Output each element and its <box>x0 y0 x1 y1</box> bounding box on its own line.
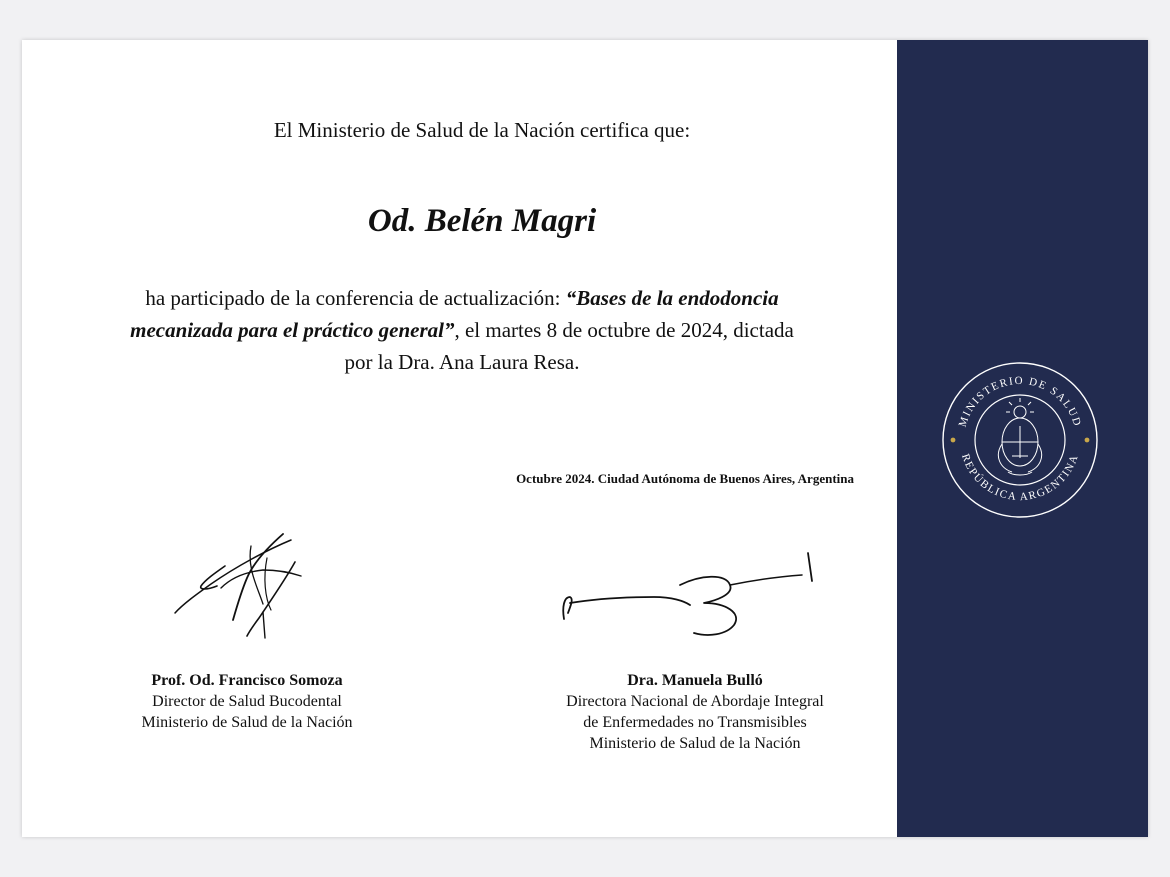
signatory-role: Ministerio de Salud de la Nación <box>141 714 353 731</box>
recipient-name: Od. Belén Magri <box>367 203 597 239</box>
certificate-content <box>22 40 897 837</box>
body-text-before: ha participado de la conferencia de actualización: <box>145 286 566 310</box>
seal-dot-left <box>951 438 956 443</box>
certificate-body <box>117 282 807 378</box>
signatory-role: Directora Nacional de Abordaje Integral <box>566 693 824 710</box>
course-title: “Bases de la endodoncia mecanizada para el práctico general” <box>130 286 779 342</box>
certificate-page <box>22 40 1148 837</box>
signatory-role: Director de Salud Bucodental <box>152 693 342 710</box>
signatory-name: Dra. Manuela Bulló <box>627 672 763 689</box>
place-and-date: Octubre 2024. Ciudad Autónoma de Buenos Aires, Argentina <box>516 471 854 486</box>
signatory-name: Prof. Od. Francisco Somoza <box>151 672 343 689</box>
signatory-somoza <box>102 670 392 733</box>
signatory-role: Ministerio de Salud de la Nación <box>589 735 801 752</box>
seal-text-bottom: REPÚBLICA ARGENTINA <box>958 452 1082 504</box>
seal-dot-right <box>1085 438 1090 443</box>
signatory-role: de Enfermedades no Transmisibles <box>583 714 807 731</box>
ministry-seal <box>940 360 1100 520</box>
signature-bullo <box>554 545 819 640</box>
body-text-after: , el martes 8 de octubre de 2024, dictada por la Dra. Ana Laura Resa. <box>344 318 794 374</box>
coat-of-arms-icon <box>998 398 1041 475</box>
signatory-bullo <box>520 670 870 754</box>
seal-text-top: MINISTERIO DE SALUD <box>956 374 1084 429</box>
signature-somoza <box>167 528 317 643</box>
certificate-intro: El Ministerio de Salud de la Nación certifica que: <box>273 118 691 142</box>
svg-text:REPÚBLICA ARGENTINA <box>959 452 1081 503</box>
